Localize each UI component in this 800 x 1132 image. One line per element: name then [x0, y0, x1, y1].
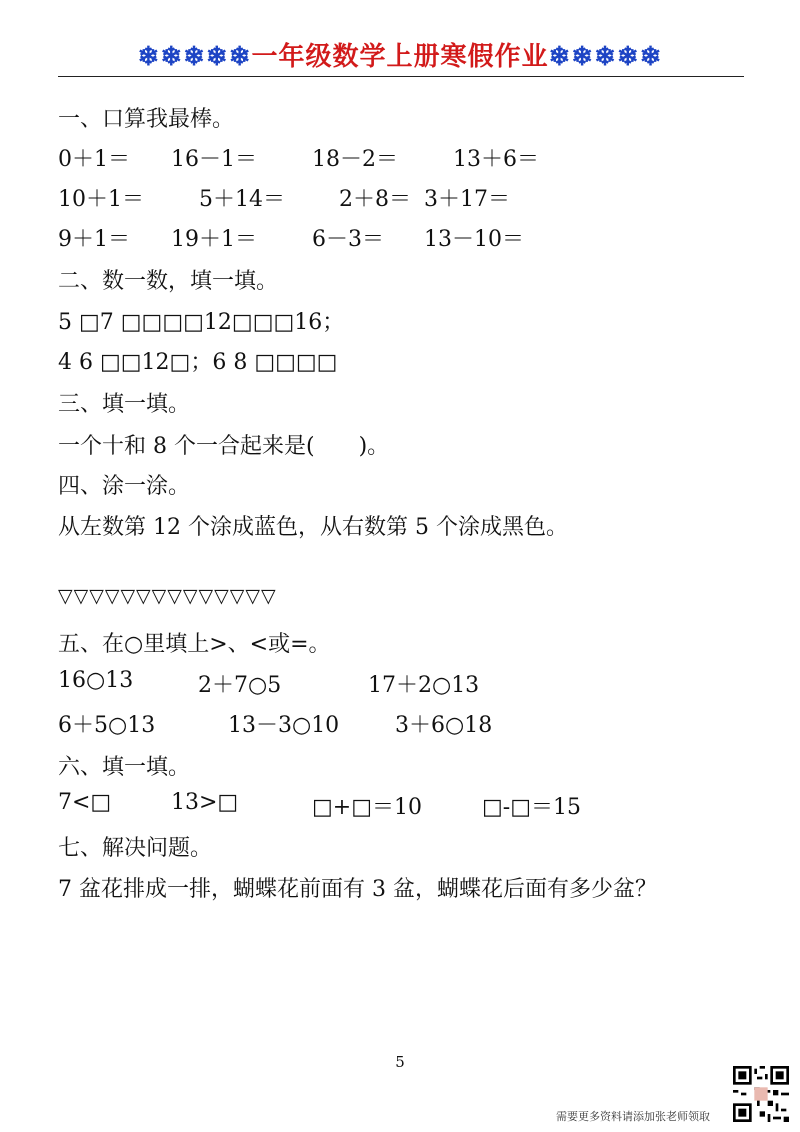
- compare-item: 2＋7○5: [198, 673, 282, 698]
- fill-in-item: □+□＝10: [312, 795, 423, 820]
- page-number: 5: [395, 1053, 405, 1071]
- section-4-heading: 四、涂一涂。: [58, 474, 191, 499]
- triangle-row: ▽▽▽▽▽▽▽▽▽▽▽▽▽▽: [58, 585, 277, 607]
- fill-in-item: 13>□: [171, 790, 239, 815]
- worksheet-title: 一年级数学上册寒假作业: [251, 42, 549, 72]
- math-item: 2＋8＝: [339, 187, 411, 212]
- compare-item: 3＋6○18: [395, 713, 493, 738]
- footer-note: 需要更多资料请添加张老师领取: [556, 1110, 710, 1123]
- compare-item: 13－3○10: [228, 713, 340, 738]
- math-item: 10＋1＝: [58, 187, 144, 212]
- qr-code-icon: [733, 1066, 789, 1122]
- count-fill-line-2: 4 6 □□12□；6 8 □□□□: [58, 350, 338, 375]
- math-item: 3＋17＝: [424, 187, 510, 212]
- section-6-heading: 六、填一填。: [58, 755, 191, 780]
- word-problem: 7 盆花排成一排，蝴蝶花前面有 3 盆，蝴蝶花后面有多少盆？: [58, 877, 657, 902]
- fill-in-item: 7<□: [58, 790, 112, 815]
- color-task-instruction: 从左数第 12 个涂成蓝色，从右数第 5 个涂成黑色。: [58, 515, 568, 540]
- section-2-heading: 二、数一数，填一填。: [58, 269, 279, 294]
- compare-item: 17＋2○13: [368, 673, 480, 698]
- count-fill-line-1: 5 □7 □□□□12□□□16；: [58, 310, 345, 335]
- math-item: 0＋1＝: [58, 147, 130, 172]
- section-7-heading: 七、解决问题。: [58, 836, 213, 861]
- snowflake-icons-left: ❄❄❄❄❄: [137, 42, 252, 72]
- math-item: 5＋14＝: [199, 187, 285, 212]
- math-item: 13＋6＝: [453, 147, 539, 172]
- header-rule: [58, 76, 744, 77]
- compare-item: 16○13: [58, 668, 134, 693]
- section-1-heading: 一、口算我最棒。: [58, 107, 235, 132]
- snowflake-icons-right: ❄❄❄❄❄: [548, 42, 663, 72]
- math-item: 18－2＝: [312, 147, 398, 172]
- math-item: 16－1＝: [171, 147, 257, 172]
- fill-blank-question: 一个十和 8 个一合起来是( )。: [58, 434, 390, 459]
- math-item: 6－3＝: [312, 227, 384, 252]
- compare-item: 6＋5○13: [58, 713, 156, 738]
- math-item: 13－10＝: [424, 227, 524, 252]
- math-item: 19＋1＝: [171, 227, 257, 252]
- section-5-heading: 五、在○里填上>、<或=。: [58, 632, 331, 657]
- section-3-heading: 三、填一填。: [58, 392, 191, 417]
- fill-in-item: □-□＝15: [482, 795, 582, 820]
- page-header: [0, 36, 800, 73]
- math-item: 9＋1＝: [58, 227, 130, 252]
